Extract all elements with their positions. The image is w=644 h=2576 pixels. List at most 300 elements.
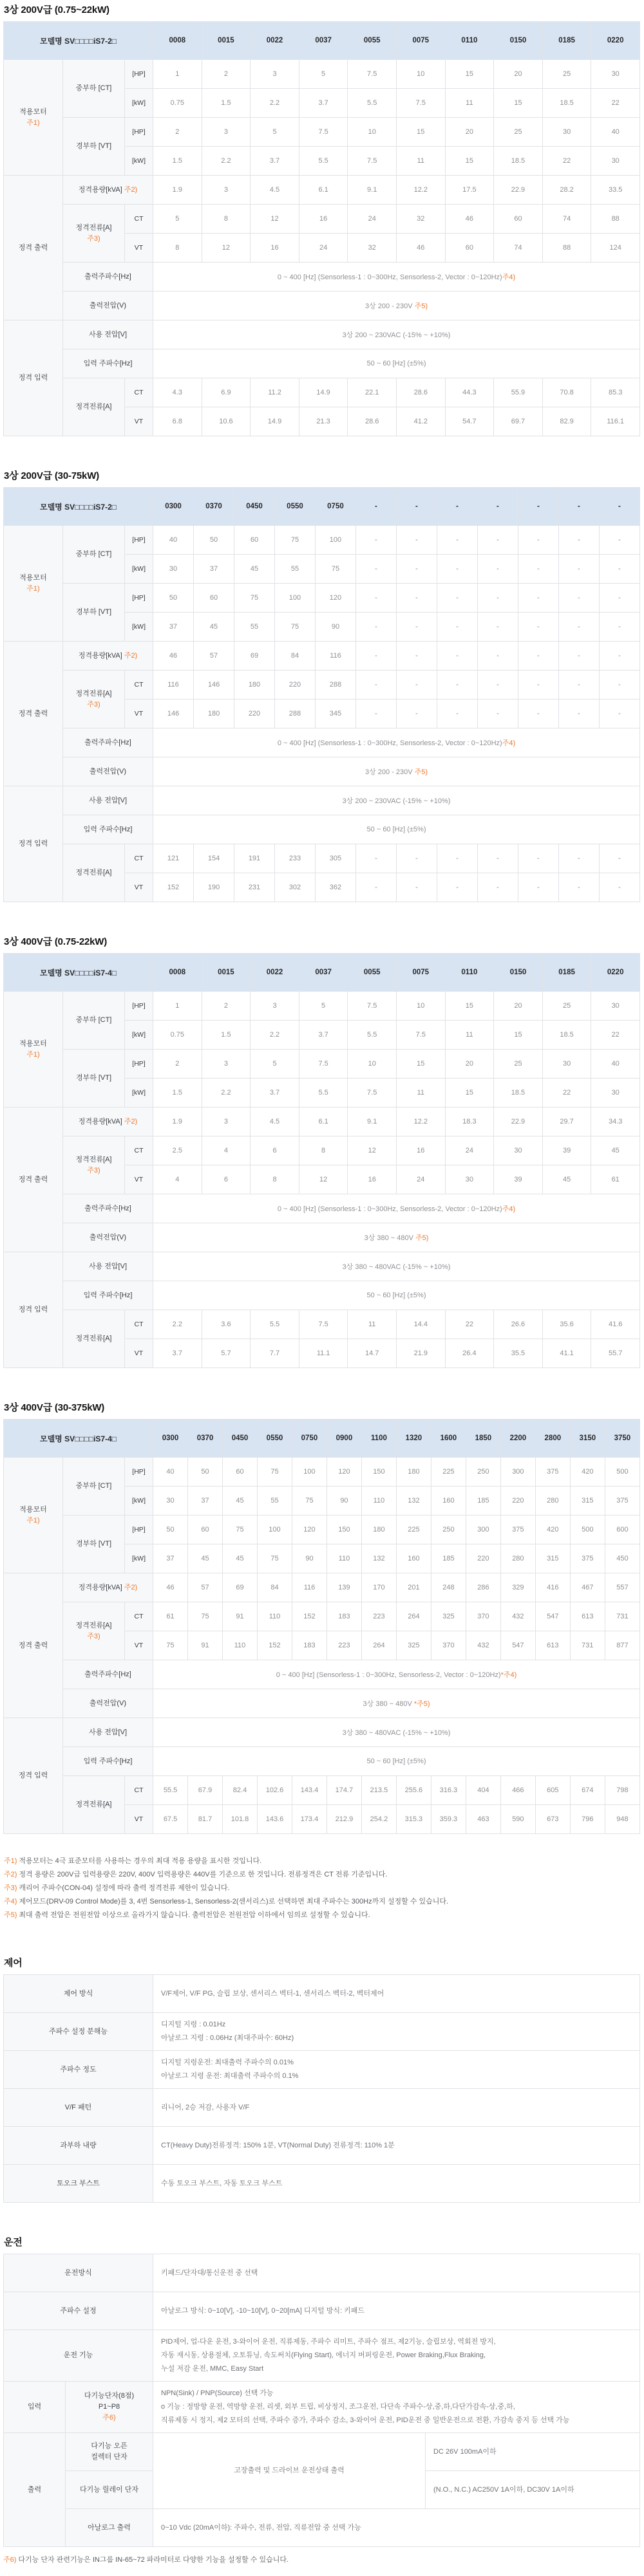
value-cell: - xyxy=(518,844,558,873)
column-header: 2800 xyxy=(535,1420,570,1458)
footnote-ref: 주5) xyxy=(4,1911,17,1919)
span-cell: 3상 200 - 230V 주5) xyxy=(153,757,640,786)
group-label: 적용모터 주1) xyxy=(4,526,63,642)
column-header: 0075 xyxy=(397,954,446,992)
value-cell: 45 xyxy=(194,613,234,642)
group-label: 정격 입력 xyxy=(4,320,63,436)
value-cell: 225 xyxy=(396,1515,431,1544)
value-cell: 5 xyxy=(299,992,348,1021)
row-label: 입력 주파수[Hz] xyxy=(63,1281,153,1310)
value-cell: - xyxy=(355,642,396,671)
row-label: 입력 주파수[Hz] xyxy=(63,1747,153,1776)
value-cell: - xyxy=(477,700,518,728)
value-cell: 14.7 xyxy=(348,1339,397,1368)
value-cell: 21.3 xyxy=(299,407,348,436)
column-header: 0022 xyxy=(251,954,299,992)
value-cell: 34.3 xyxy=(591,1107,640,1136)
value-cell: 286 xyxy=(466,1573,500,1602)
value-cell: 143.6 xyxy=(257,1805,292,1834)
table-row xyxy=(4,118,640,147)
section-400v-high xyxy=(3,1400,640,1834)
value-cell: - xyxy=(477,873,518,902)
header-row xyxy=(4,1420,640,1458)
value-cell: 152 xyxy=(292,1602,327,1631)
value-cell: 7.7 xyxy=(251,1339,299,1368)
value-cell: 329 xyxy=(500,1573,535,1602)
value-cell: - xyxy=(558,613,599,642)
column-header: 0008 xyxy=(153,22,202,60)
value-cell: 33.5 xyxy=(591,176,640,205)
value-cell: 2.2 xyxy=(251,1021,299,1050)
unit-label: VT xyxy=(125,700,153,728)
value-cell: 30 xyxy=(494,1136,543,1165)
content: 0~10 Vdc (20mA이하): 주파수, 전류, 전압, 직류전압 중 선택 가능 xyxy=(153,2509,640,2547)
value-cell: 173.4 xyxy=(292,1805,327,1834)
value-cell: 75 xyxy=(315,555,355,584)
value-cell: 15 xyxy=(445,992,494,1021)
value-cell: 25 xyxy=(542,60,591,89)
content: (N.O., N.C.) AC250V 1A이하, DC30V 1A이하 xyxy=(426,2471,640,2509)
table-row xyxy=(4,1194,640,1223)
table-row xyxy=(4,2330,640,2382)
value-cell: - xyxy=(558,526,599,555)
value-cell: - xyxy=(599,671,639,700)
table-row xyxy=(4,1281,640,1310)
value-cell: 28.2 xyxy=(542,176,591,205)
value-cell: 796 xyxy=(570,1805,605,1834)
table-row xyxy=(4,2292,640,2330)
value-cell: 5 xyxy=(299,60,348,89)
value-cell: 14.9 xyxy=(251,407,299,436)
value-cell: 17.5 xyxy=(445,176,494,205)
value-cell: 3 xyxy=(202,1050,251,1079)
table-row xyxy=(4,671,640,700)
value-cell: 3.7 xyxy=(251,1079,299,1107)
value-cell: 248 xyxy=(431,1573,466,1602)
column-header: - xyxy=(437,488,477,526)
value-cell: 146 xyxy=(153,700,194,728)
value-cell: - xyxy=(558,584,599,613)
value-cell: 22 xyxy=(445,1310,494,1339)
value-cell: 300 xyxy=(500,1458,535,1487)
table-row xyxy=(4,992,640,1021)
value-cell: 213.5 xyxy=(361,1776,396,1805)
value-cell: 6.1 xyxy=(299,176,348,205)
span-cell: 50 ~ 60 [Hz] (±5%) xyxy=(153,1747,640,1776)
value-cell: 61 xyxy=(153,1602,188,1631)
column-header: 0015 xyxy=(202,954,251,992)
value-cell: 26.4 xyxy=(445,1339,494,1368)
value-cell: 280 xyxy=(535,1487,570,1515)
column-header: 1600 xyxy=(431,1420,466,1458)
unit-label: [HP] xyxy=(125,118,153,147)
value-cell: 11.1 xyxy=(299,1339,348,1368)
value-cell: 75 xyxy=(234,584,275,613)
value-cell: 5.7 xyxy=(202,1339,251,1368)
unit-label: [HP] xyxy=(125,1458,153,1487)
spec-table xyxy=(3,21,640,436)
value-cell: - xyxy=(558,642,599,671)
value-cell: 124 xyxy=(591,234,640,263)
value-cell: 264 xyxy=(396,1602,431,1631)
footnote-text: 제어모드(DRV-09 Control Mode)를 3, 4번 Sensorless-1, Sensorless-2(센서리스)로 선택하면 최대 주파수는 300Hz까지 설정할 수 있습니다. xyxy=(19,1898,449,1905)
value-cell: 30 xyxy=(153,555,194,584)
value-cell: 547 xyxy=(500,1631,535,1660)
value-cell: 250 xyxy=(466,1458,500,1487)
value-cell: 116 xyxy=(292,1573,327,1602)
value-cell: 673 xyxy=(535,1805,570,1834)
row-label: 주파수 설정 xyxy=(4,2292,153,2330)
group-label: 출력 xyxy=(4,2433,66,2547)
value-cell: 12.2 xyxy=(397,1107,446,1136)
column-header: - xyxy=(477,488,518,526)
value-cell: 370 xyxy=(466,1602,500,1631)
value-cell: 1 xyxy=(153,992,202,1021)
value-cell: 37 xyxy=(153,1544,188,1573)
table-row xyxy=(4,2013,640,2051)
value-cell: 8 xyxy=(202,205,251,234)
value-cell: 212.9 xyxy=(327,1805,361,1834)
column-header: 0750 xyxy=(292,1420,327,1458)
value-cell: 7.5 xyxy=(397,89,446,118)
value-cell: 450 xyxy=(605,1544,639,1573)
row-label: 경부하 [VT] xyxy=(63,584,125,642)
value-cell: 15 xyxy=(494,89,543,118)
value-cell: 55 xyxy=(257,1487,292,1515)
table-row xyxy=(4,292,640,320)
column-header: 0900 xyxy=(327,1420,361,1458)
value-cell: 46 xyxy=(153,1573,188,1602)
value-cell: 201 xyxy=(396,1573,431,1602)
row-label: 사용 전압[V] xyxy=(63,786,153,815)
value-cell: 154 xyxy=(194,844,234,873)
value-cell: 2.2 xyxy=(251,89,299,118)
column-header: 0550 xyxy=(274,488,315,526)
section-200v-low xyxy=(3,3,640,436)
unit-label: CT xyxy=(125,844,153,873)
unit-label: [kW] xyxy=(125,613,153,642)
value-cell: 1.5 xyxy=(202,89,251,118)
value-cell: 500 xyxy=(605,1458,639,1487)
table-row xyxy=(4,2433,640,2471)
value-cell: 2.2 xyxy=(202,147,251,176)
value-cell: 7.5 xyxy=(348,60,397,89)
value-cell: 223 xyxy=(361,1602,396,1631)
value-cell: 300 xyxy=(466,1515,500,1544)
group-label: 입력 xyxy=(4,2382,66,2433)
footnotes xyxy=(4,1855,640,1922)
value-cell: 139 xyxy=(327,1573,361,1602)
value-cell: 90 xyxy=(315,613,355,642)
unit-label: [HP] xyxy=(125,526,153,555)
value-cell: 132 xyxy=(361,1544,396,1573)
footnote xyxy=(4,1868,640,1882)
group-label: 정격 출력 xyxy=(4,1107,63,1252)
value-cell: 57 xyxy=(194,642,234,671)
value-cell: 67.5 xyxy=(153,1805,188,1834)
value-cell: 41.1 xyxy=(542,1339,591,1368)
value-cell: - xyxy=(518,671,558,700)
value-cell: 6 xyxy=(202,1165,251,1194)
value-cell: 288 xyxy=(315,671,355,700)
value-cell: 30 xyxy=(542,1050,591,1079)
unit-label: CT xyxy=(125,1602,153,1631)
value-cell: 116.1 xyxy=(591,407,640,436)
value-cell: 15 xyxy=(445,1079,494,1107)
value-cell: - xyxy=(396,844,437,873)
value-cell: 359.3 xyxy=(431,1805,466,1834)
value-cell: 30 xyxy=(591,992,640,1021)
spec-table-container-200v-low xyxy=(3,21,640,436)
span-cell: 3상 200 - 230V 주5) xyxy=(153,292,640,320)
spec-table-container-200v-high xyxy=(3,487,640,902)
row-label: 중부하 [CT] xyxy=(63,60,125,118)
table-row xyxy=(4,1107,640,1136)
value-cell: 4.5 xyxy=(251,176,299,205)
column-header: 0750 xyxy=(315,488,355,526)
value-cell: 100 xyxy=(274,584,315,613)
table-row xyxy=(4,1050,640,1079)
row-label: 주파수 정도 xyxy=(4,2051,153,2089)
table-row xyxy=(4,2509,640,2547)
value-cell: 74 xyxy=(494,234,543,263)
value-cell: 45 xyxy=(591,1136,640,1165)
value-cell: 3.6 xyxy=(202,1310,251,1339)
value-cell: - xyxy=(437,584,477,613)
value-cell: 75 xyxy=(257,1544,292,1573)
value-cell: 20 xyxy=(445,118,494,147)
value-cell: 7.5 xyxy=(348,992,397,1021)
value-cell: 55 xyxy=(274,555,315,584)
value-cell: 41.2 xyxy=(397,407,446,436)
value-cell: - xyxy=(599,526,639,555)
value-cell: 12 xyxy=(299,1165,348,1194)
column-header: 0370 xyxy=(194,488,234,526)
value-cell: 7.5 xyxy=(348,1079,397,1107)
column-header: 3150 xyxy=(570,1420,605,1458)
value-cell: 466 xyxy=(500,1776,535,1805)
table-row xyxy=(4,1747,640,1776)
value-cell: 143.4 xyxy=(292,1776,327,1805)
table-row xyxy=(4,584,640,613)
value-cell: 8 xyxy=(251,1165,299,1194)
value-cell: 1.5 xyxy=(202,1021,251,1050)
column-header: 0150 xyxy=(494,954,543,992)
row-label: 출력전압(V) xyxy=(63,757,153,786)
operation-table-container xyxy=(3,2254,640,2547)
content: DC 26V 100mA이하 xyxy=(426,2433,640,2471)
value-cell: 152 xyxy=(153,873,194,902)
value-cell: 57 xyxy=(188,1573,223,1602)
value-cell: 4 xyxy=(153,1165,202,1194)
value-cell: 547 xyxy=(535,1602,570,1631)
value-cell: 39 xyxy=(542,1136,591,1165)
table-row xyxy=(4,1223,640,1252)
value-cell: 50 xyxy=(153,1515,188,1544)
value-cell: 180 xyxy=(396,1458,431,1487)
value-cell: 325 xyxy=(396,1631,431,1660)
value-cell: - xyxy=(599,844,639,873)
table-row xyxy=(4,757,640,786)
table-row xyxy=(4,728,640,757)
value-cell: 39 xyxy=(494,1165,543,1194)
value-cell: 30 xyxy=(445,1165,494,1194)
span-cell: 0 ~ 400 [Hz] (Sensorless-1 : 0~300Hz, Sensorless-2, Vector : 0~120Hz)주4) xyxy=(153,263,640,292)
unit-label: VT xyxy=(125,873,153,902)
content: 고장출력 및 드라이브 운전상태 출력 xyxy=(153,2433,426,2509)
value-cell: - xyxy=(477,613,518,642)
value-cell: 28.6 xyxy=(348,407,397,436)
value-cell: 82.9 xyxy=(542,407,591,436)
column-header: 0150 xyxy=(494,22,543,60)
value-cell: - xyxy=(396,555,437,584)
spec-table xyxy=(3,953,640,1368)
column-header: 0022 xyxy=(251,22,299,60)
value-cell: 102.6 xyxy=(257,1776,292,1805)
footnote-ref: 주4) xyxy=(4,1898,17,1905)
value-cell: 45 xyxy=(542,1165,591,1194)
value-cell: 100 xyxy=(292,1458,327,1487)
value-cell: 30 xyxy=(591,147,640,176)
value-cell: - xyxy=(437,613,477,642)
column-header: 0220 xyxy=(591,954,640,992)
unit-label: [HP] xyxy=(125,584,153,613)
value-cell: 25 xyxy=(542,992,591,1021)
group-label: 적용모터 주1) xyxy=(4,992,63,1107)
column-header: 0185 xyxy=(542,22,591,60)
value-cell: - xyxy=(518,873,558,902)
column-header: 0055 xyxy=(348,954,397,992)
value-cell: 264 xyxy=(361,1631,396,1660)
value-cell: 75 xyxy=(153,1631,188,1660)
row-label: 토오크 부스트 xyxy=(4,2165,153,2203)
row-label: 경부하 [VT] xyxy=(63,118,125,176)
value-cell: - xyxy=(599,873,639,902)
table-row xyxy=(4,815,640,844)
value-cell: 15 xyxy=(445,147,494,176)
value-cell: 254.2 xyxy=(361,1805,396,1834)
footnote xyxy=(4,1882,640,1895)
value-cell: 9.1 xyxy=(348,176,397,205)
row-label: 출력주파수[Hz] xyxy=(63,1194,153,1223)
value-cell: 18.3 xyxy=(445,1107,494,1136)
section-title: 3상 400V급 (30-375kW) xyxy=(4,1402,105,1413)
column-header: 0450 xyxy=(223,1420,258,1458)
column-header: - xyxy=(518,488,558,526)
value-cell: 18.5 xyxy=(494,147,543,176)
value-cell: 11 xyxy=(445,1021,494,1050)
model-header: 모델명 SV□□□□iS7-4□ xyxy=(4,954,153,992)
value-cell: 220 xyxy=(466,1544,500,1573)
span-cell: 50 ~ 60 [Hz] (±5%) xyxy=(153,815,640,844)
value-cell: 7.5 xyxy=(299,1050,348,1079)
value-cell: 21.9 xyxy=(397,1339,446,1368)
model-header: 모델명 SV□□□□iS7-4□ xyxy=(4,1420,153,1458)
value-cell: 46 xyxy=(397,234,446,263)
value-cell: - xyxy=(477,584,518,613)
value-cell: 26.6 xyxy=(494,1310,543,1339)
unit-label: [HP] xyxy=(125,60,153,89)
value-cell: 101.8 xyxy=(223,1805,258,1834)
value-cell: 12 xyxy=(348,1136,397,1165)
value-cell: 15 xyxy=(494,1021,543,1050)
value-cell: 731 xyxy=(570,1631,605,1660)
value-cell: 3 xyxy=(251,992,299,1021)
section-200v-high xyxy=(3,468,640,902)
content: PID제어, 업-다운 운전, 3-와이어 운전, 직류제동, 주파수 리미트, 주파수 점프, 제2기능, 슬립보상, 역회전 방지, 자동 재시동, 상용절체, 오토튜닝, 속도써치(Flying Start), 에너지 버퍼링운전, Power Braking,Flux Braking, 누설 저감 운전, MMC, Easy Start xyxy=(153,2330,640,2382)
value-cell: 150 xyxy=(327,1515,361,1544)
unit-label: [kW] xyxy=(125,1487,153,1515)
value-cell: 5 xyxy=(251,118,299,147)
value-cell: 88 xyxy=(591,205,640,234)
span-cell: 3상 380 ~ 480VAC (-15% ~ +10%) xyxy=(153,1718,640,1747)
section-400v-low xyxy=(3,934,640,1368)
value-cell: 250 xyxy=(431,1515,466,1544)
span-cell: 0 ~ 400 [Hz] (Sensorless-1 : 0~300Hz, Sensorless-2, Vector : 0~120Hz)*주4) xyxy=(153,1660,640,1689)
row-label: 제어 방식 xyxy=(4,1975,153,2013)
value-cell: 16 xyxy=(348,1165,397,1194)
column-header: 1320 xyxy=(396,1420,431,1458)
value-cell: 288 xyxy=(274,700,315,728)
value-cell: 45 xyxy=(188,1544,223,1573)
value-cell: 174.7 xyxy=(327,1776,361,1805)
value-cell: 5.5 xyxy=(348,89,397,118)
value-cell: 3.7 xyxy=(153,1339,202,1368)
table-row xyxy=(4,844,640,873)
value-cell: - xyxy=(437,671,477,700)
value-cell: 231 xyxy=(234,873,275,902)
table-row xyxy=(4,378,640,407)
table-row xyxy=(4,1602,640,1631)
content: 아날로그 방식: 0~10[V], -10~10[V], 0~20[mA] 디지털 방식: 키패드 xyxy=(153,2292,640,2330)
value-cell: 1.9 xyxy=(153,176,202,205)
value-cell: 315 xyxy=(570,1487,605,1515)
operation-table xyxy=(3,2254,640,2547)
value-cell: 55.5 xyxy=(153,1776,188,1805)
value-cell: - xyxy=(396,642,437,671)
row-label: 출력전압(V) xyxy=(63,292,153,320)
value-cell: 4 xyxy=(202,1136,251,1165)
row-label: 정격전류[A] 주3) xyxy=(63,1136,125,1194)
value-cell: 416 xyxy=(535,1573,570,1602)
value-cell: 75 xyxy=(188,1602,223,1631)
group-label: 정격 출력 xyxy=(4,1573,63,1718)
value-cell: 110 xyxy=(361,1487,396,1515)
value-cell: 22.9 xyxy=(494,176,543,205)
value-cell: 3.7 xyxy=(299,1021,348,1050)
value-cell: 180 xyxy=(234,671,275,700)
value-cell: 54.7 xyxy=(445,407,494,436)
row-label: 운전방식 xyxy=(4,2254,153,2292)
value-cell: 6.1 xyxy=(299,1107,348,1136)
value-cell: 8 xyxy=(153,234,202,263)
value-cell: 432 xyxy=(466,1631,500,1660)
value-cell: 10 xyxy=(397,992,446,1021)
column-header: 0450 xyxy=(234,488,275,526)
value-cell: 91 xyxy=(188,1631,223,1660)
value-cell: 18.5 xyxy=(494,1079,543,1107)
value-cell: 35.5 xyxy=(494,1339,543,1368)
unit-label: [kW] xyxy=(125,147,153,176)
value-cell: - xyxy=(518,584,558,613)
row-label: 다기능단자(8점) P1~P8 주6) xyxy=(66,2382,153,2433)
row-label: 아날로그 출력 xyxy=(66,2509,153,2547)
spec-table xyxy=(3,487,640,902)
value-cell: - xyxy=(355,613,396,642)
value-cell: 220 xyxy=(234,700,275,728)
value-cell: 5 xyxy=(251,1050,299,1079)
footnote-text: 다기능 단자 관련기능은 IN그룹 IN-65~72 파라미터로 다양한 기능을 설정할 수 있습니다. xyxy=(18,2556,289,2564)
